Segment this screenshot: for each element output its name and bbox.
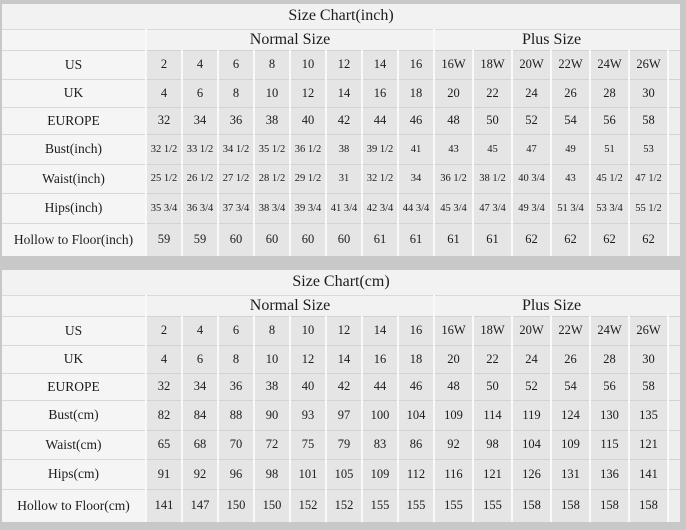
size-cell: 38 xyxy=(254,373,290,400)
size-cell: 8 xyxy=(218,345,254,373)
size-cell: 30 xyxy=(629,345,668,373)
size-cell: 10 xyxy=(254,345,290,373)
size-cell: 47 xyxy=(512,134,551,164)
size-cell: 50 xyxy=(473,107,512,134)
spacer-cell xyxy=(668,489,680,522)
spacer-cell xyxy=(668,223,680,256)
size-cell: 114 xyxy=(473,400,512,430)
size-cell: 121 xyxy=(629,430,668,459)
size-cell: 28 1/2 xyxy=(254,164,290,193)
size-cell: 34 1/2 xyxy=(218,134,254,164)
spacer-cell xyxy=(668,345,680,373)
size-cell: 92 xyxy=(182,459,218,489)
size-cell: 29 1/2 xyxy=(290,164,326,193)
size-cell: 82 xyxy=(146,400,182,430)
size-cell: 36 3/4 xyxy=(182,193,218,223)
size-cell: 12 xyxy=(326,50,362,79)
size-cell: 84 xyxy=(182,400,218,430)
size-cell: 4 xyxy=(182,50,218,79)
size-cell: 26 xyxy=(551,345,590,373)
size-cell: 54 xyxy=(551,107,590,134)
row-label: Bust(cm) xyxy=(2,400,146,430)
size-cell: 100 xyxy=(362,400,398,430)
size-cell: 68 xyxy=(182,430,218,459)
column-group-header: Plus Size xyxy=(434,29,668,50)
size-cell: 10 xyxy=(290,316,326,345)
size-cell: 52 xyxy=(512,373,551,400)
size-cell: 41 xyxy=(398,134,434,164)
size-cell: 4 xyxy=(182,316,218,345)
size-cell: 158 xyxy=(512,489,551,522)
size-cell: 158 xyxy=(590,489,629,522)
size-cell: 150 xyxy=(254,489,290,522)
size-cell: 59 xyxy=(146,223,182,256)
size-cell: 26 xyxy=(551,79,590,107)
size-cell: 135 xyxy=(629,400,668,430)
size-cell: 26W xyxy=(629,50,668,79)
size-cell: 75 xyxy=(290,430,326,459)
size-cell: 2 xyxy=(146,50,182,79)
size-cell: 116 xyxy=(434,459,473,489)
size-cell: 101 xyxy=(290,459,326,489)
row-label: Hips(inch) xyxy=(2,193,146,223)
size-cell: 6 xyxy=(182,79,218,107)
row-label: Hips(cm) xyxy=(2,459,146,489)
size-cell: 18W xyxy=(473,316,512,345)
size-cell: 98 xyxy=(254,459,290,489)
size-cell: 51 3/4 xyxy=(551,193,590,223)
size-cell: 158 xyxy=(629,489,668,522)
row-label: UK xyxy=(2,345,146,373)
row-label: Waist(inch) xyxy=(2,164,146,193)
size-cell: 58 xyxy=(629,107,668,134)
size-cell: 150 xyxy=(218,489,254,522)
size-cell: 43 xyxy=(551,164,590,193)
size-cell: 31 xyxy=(326,164,362,193)
size-cell: 52 xyxy=(512,107,551,134)
size-cell: 33 1/2 xyxy=(182,134,218,164)
row-label: EUROPE xyxy=(2,107,146,134)
size-cell: 22 xyxy=(473,79,512,107)
size-cell: 131 xyxy=(551,459,590,489)
size-cell: 61 xyxy=(362,223,398,256)
size-cell: 43 xyxy=(434,134,473,164)
size-cell: 10 xyxy=(254,79,290,107)
spacer-cell xyxy=(668,295,680,316)
size-cell: 48 xyxy=(434,107,473,134)
size-cell: 98 xyxy=(473,430,512,459)
size-cell: 38 3/4 xyxy=(254,193,290,223)
size-cell: 38 xyxy=(326,134,362,164)
size-cell: 14 xyxy=(326,345,362,373)
size-cell: 12 xyxy=(290,345,326,373)
column-group-header: Normal Size xyxy=(146,29,434,50)
size-cell: 16 xyxy=(398,316,434,345)
size-cell: 97 xyxy=(326,400,362,430)
size-cell: 83 xyxy=(362,430,398,459)
table-title: Size Chart(cm) xyxy=(2,270,680,295)
size-cell: 35 1/2 xyxy=(254,134,290,164)
size-cell: 147 xyxy=(182,489,218,522)
size-cell: 26W xyxy=(629,316,668,345)
size-cell: 8 xyxy=(254,50,290,79)
spacer-cell xyxy=(668,459,680,489)
spacer-cell xyxy=(668,400,680,430)
size-cell: 36 1/2 xyxy=(434,164,473,193)
size-cell: 62 xyxy=(629,223,668,256)
size-cell: 112 xyxy=(398,459,434,489)
spacer-cell xyxy=(668,79,680,107)
blank-corner-cell xyxy=(2,29,146,50)
size-cell: 54 xyxy=(551,373,590,400)
size-cell: 51 xyxy=(590,134,629,164)
size-cell: 104 xyxy=(512,430,551,459)
size-cell: 152 xyxy=(290,489,326,522)
size-cell: 24W xyxy=(590,50,629,79)
size-cell: 37 3/4 xyxy=(218,193,254,223)
size-chart-inch-section xyxy=(2,4,684,256)
size-cell: 124 xyxy=(551,400,590,430)
size-cell: 46 xyxy=(398,107,434,134)
size-cell: 45 1/2 xyxy=(590,164,629,193)
size-cell: 70 xyxy=(218,430,254,459)
size-cell: 8 xyxy=(254,316,290,345)
spacer-cell xyxy=(668,193,680,223)
size-cell: 62 xyxy=(512,223,551,256)
size-cell: 56 xyxy=(590,107,629,134)
size-cell: 20 xyxy=(434,345,473,373)
size-cell: 40 3/4 xyxy=(512,164,551,193)
size-cell: 88 xyxy=(218,400,254,430)
size-cell: 60 xyxy=(290,223,326,256)
size-cell: 59 xyxy=(182,223,218,256)
size-cell: 49 3/4 xyxy=(512,193,551,223)
spacer-cell xyxy=(668,50,680,79)
size-cell: 16 xyxy=(362,79,398,107)
size-cell: 61 xyxy=(434,223,473,256)
size-cell: 14 xyxy=(362,50,398,79)
size-cell: 56 xyxy=(590,373,629,400)
size-cell: 109 xyxy=(434,400,473,430)
size-cell: 141 xyxy=(146,489,182,522)
row-label: EUROPE xyxy=(2,373,146,400)
size-cell: 38 1/2 xyxy=(473,164,512,193)
size-cell: 44 3/4 xyxy=(398,193,434,223)
size-cell: 49 xyxy=(551,134,590,164)
size-cell: 47 1/2 xyxy=(629,164,668,193)
size-chart-table xyxy=(2,270,680,522)
size-cell: 16 xyxy=(398,50,434,79)
size-chart-table xyxy=(2,4,680,256)
size-cell: 45 xyxy=(473,134,512,164)
size-cell: 36 xyxy=(218,373,254,400)
size-cell: 155 xyxy=(473,489,512,522)
size-cell: 91 xyxy=(146,459,182,489)
size-cell: 22W xyxy=(551,316,590,345)
size-cell: 136 xyxy=(590,459,629,489)
size-cell: 20W xyxy=(512,316,551,345)
size-cell: 6 xyxy=(218,316,254,345)
size-cell: 45 3/4 xyxy=(434,193,473,223)
size-cell: 38 xyxy=(254,107,290,134)
spacer-cell xyxy=(668,29,680,50)
size-cell: 104 xyxy=(398,400,434,430)
size-cell: 155 xyxy=(434,489,473,522)
size-cell: 36 xyxy=(218,107,254,134)
size-cell: 12 xyxy=(290,79,326,107)
column-group-header: Normal Size xyxy=(146,295,434,316)
size-cell: 109 xyxy=(551,430,590,459)
size-cell: 72 xyxy=(254,430,290,459)
size-cell: 90 xyxy=(254,400,290,430)
size-cell: 158 xyxy=(551,489,590,522)
size-cell: 40 xyxy=(290,107,326,134)
size-cell: 141 xyxy=(629,459,668,489)
size-cell: 22 xyxy=(473,345,512,373)
size-cell: 60 xyxy=(254,223,290,256)
size-cell: 6 xyxy=(182,345,218,373)
size-cell: 16 xyxy=(362,345,398,373)
size-cell: 14 xyxy=(362,316,398,345)
row-label: Hollow to Floor(cm) xyxy=(2,489,146,522)
size-cell: 93 xyxy=(290,400,326,430)
size-cell: 155 xyxy=(398,489,434,522)
size-cell: 46 xyxy=(398,373,434,400)
size-cell: 121 xyxy=(473,459,512,489)
row-label: Hollow to Floor(inch) xyxy=(2,223,146,256)
size-cell: 22W xyxy=(551,50,590,79)
size-cell: 42 xyxy=(326,107,362,134)
size-cell: 55 1/2 xyxy=(629,193,668,223)
size-cell: 41 3/4 xyxy=(326,193,362,223)
size-cell: 62 xyxy=(551,223,590,256)
size-cell: 18W xyxy=(473,50,512,79)
size-cell: 92 xyxy=(434,430,473,459)
size-cell: 152 xyxy=(326,489,362,522)
spacer-cell xyxy=(668,430,680,459)
size-cell: 109 xyxy=(362,459,398,489)
size-cell: 6 xyxy=(218,50,254,79)
size-cell: 115 xyxy=(590,430,629,459)
row-label: UK xyxy=(2,79,146,107)
size-cell: 32 xyxy=(146,107,182,134)
size-cell: 30 xyxy=(629,79,668,107)
size-cell: 60 xyxy=(326,223,362,256)
size-cell: 25 1/2 xyxy=(146,164,182,193)
size-cell: 24 xyxy=(512,79,551,107)
size-cell: 32 xyxy=(146,373,182,400)
spacer-cell xyxy=(668,373,680,400)
spacer-cell xyxy=(668,164,680,193)
size-cell: 62 xyxy=(590,223,629,256)
size-cell: 40 xyxy=(290,373,326,400)
size-cell: 60 xyxy=(218,223,254,256)
table-title: Size Chart(inch) xyxy=(2,4,680,29)
size-cell: 27 1/2 xyxy=(218,164,254,193)
size-cell: 10 xyxy=(290,50,326,79)
size-cell: 18 xyxy=(398,79,434,107)
size-cell: 34 xyxy=(182,373,218,400)
size-cell: 79 xyxy=(326,430,362,459)
size-cell: 105 xyxy=(326,459,362,489)
size-cell: 39 3/4 xyxy=(290,193,326,223)
size-cell: 32 1/2 xyxy=(362,164,398,193)
size-cell: 4 xyxy=(146,345,182,373)
size-cell: 42 3/4 xyxy=(362,193,398,223)
size-cell: 12 xyxy=(326,316,362,345)
size-cell: 96 xyxy=(218,459,254,489)
size-cell: 119 xyxy=(512,400,551,430)
size-cell: 42 xyxy=(326,373,362,400)
size-cell: 20W xyxy=(512,50,551,79)
size-cell: 8 xyxy=(218,79,254,107)
size-cell: 4 xyxy=(146,79,182,107)
size-cell: 126 xyxy=(512,459,551,489)
size-cell: 61 xyxy=(398,223,434,256)
size-cell: 16W xyxy=(434,50,473,79)
size-cell: 34 xyxy=(182,107,218,134)
row-label: US xyxy=(2,316,146,345)
size-cell: 47 3/4 xyxy=(473,193,512,223)
blank-corner-cell xyxy=(2,295,146,316)
size-cell: 53 xyxy=(629,134,668,164)
size-cell: 44 xyxy=(362,373,398,400)
size-cell: 36 1/2 xyxy=(290,134,326,164)
size-cell: 34 xyxy=(398,164,434,193)
spacer-cell xyxy=(668,134,680,164)
size-cell: 44 xyxy=(362,107,398,134)
size-cell: 35 3/4 xyxy=(146,193,182,223)
size-cell: 24 xyxy=(512,345,551,373)
size-cell: 20 xyxy=(434,79,473,107)
size-cell: 26 1/2 xyxy=(182,164,218,193)
size-cell: 50 xyxy=(473,373,512,400)
size-cell: 24W xyxy=(590,316,629,345)
size-cell: 28 xyxy=(590,345,629,373)
size-cell: 130 xyxy=(590,400,629,430)
size-cell: 58 xyxy=(629,373,668,400)
row-label: Bust(inch) xyxy=(2,134,146,164)
size-cell: 48 xyxy=(434,373,473,400)
size-cell: 39 1/2 xyxy=(362,134,398,164)
column-group-header: Plus Size xyxy=(434,295,668,316)
size-cell: 18 xyxy=(398,345,434,373)
size-cell: 16W xyxy=(434,316,473,345)
size-cell: 53 3/4 xyxy=(590,193,629,223)
spacer-cell xyxy=(668,316,680,345)
size-cell: 32 1/2 xyxy=(146,134,182,164)
size-cell: 65 xyxy=(146,430,182,459)
size-cell: 14 xyxy=(326,79,362,107)
size-cell: 155 xyxy=(362,489,398,522)
size-chart-cm-section xyxy=(2,270,684,522)
row-label: Waist(cm) xyxy=(2,430,146,459)
size-cell: 28 xyxy=(590,79,629,107)
size-cell: 86 xyxy=(398,430,434,459)
spacer-cell xyxy=(668,107,680,134)
size-cell: 2 xyxy=(146,316,182,345)
row-label: US xyxy=(2,50,146,79)
size-cell: 61 xyxy=(473,223,512,256)
